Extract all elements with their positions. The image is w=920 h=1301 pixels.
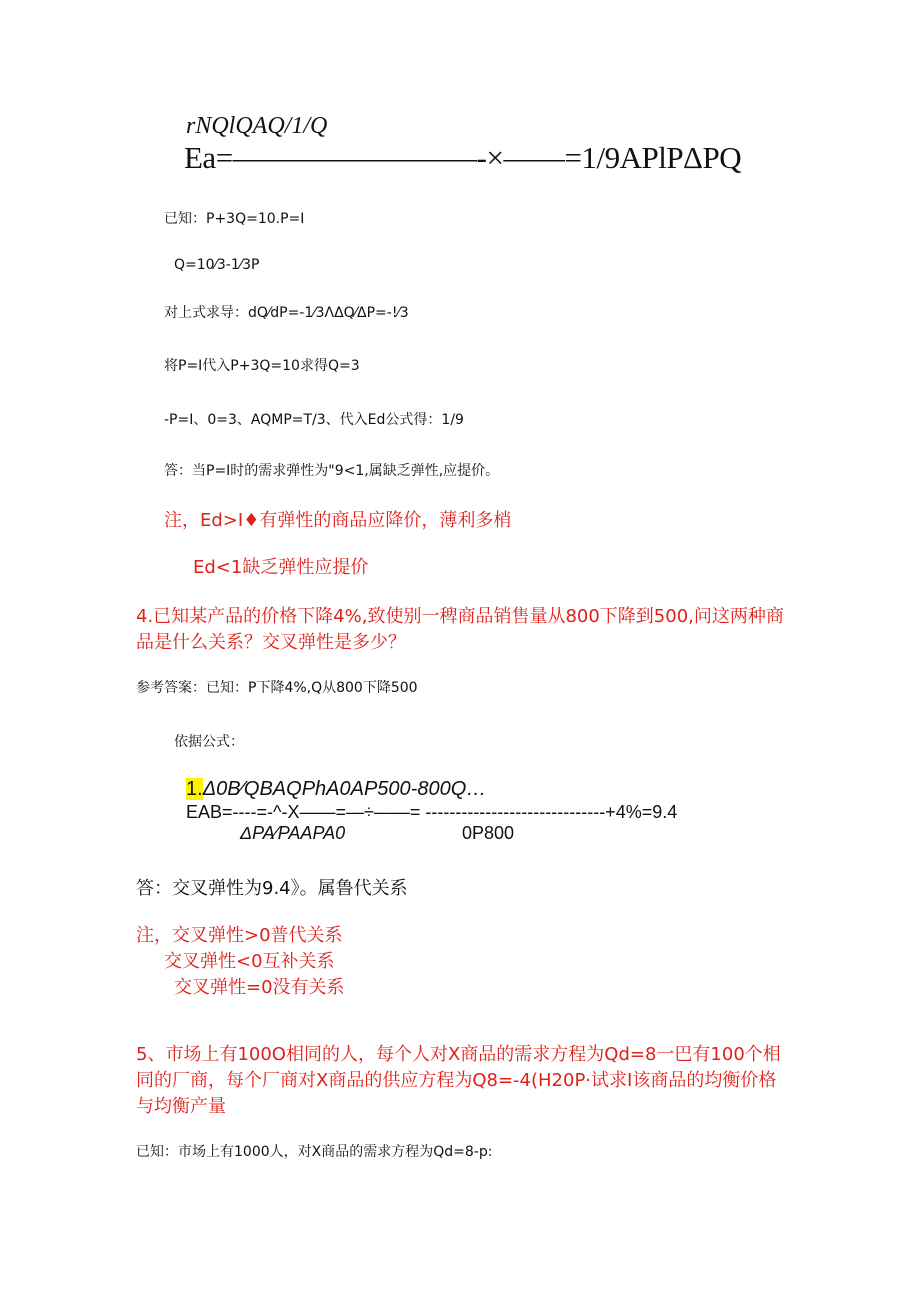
answer-line: 答：当P=I时的需求弹性为"9<1,属缺乏弹性,应提价。 <box>164 463 500 479</box>
question-4-line-2: 品是什么关系？交叉弹性是多少？ <box>136 632 406 653</box>
basis-label: 依据公式： <box>174 734 244 750</box>
q-expression-line: Q=10⁄3-1⁄3P <box>174 257 260 273</box>
given-line: 已知：P+3Q=10.P=I <box>164 211 305 227</box>
question-5-line-1: 5、市场上有100O相同的人，每个人对X商品的需求方程为Qd=8一巴有100个相 <box>136 1044 781 1065</box>
question-5-line-3: 与均衡产量 <box>136 1096 226 1117</box>
reference-answer-line: 参考答案：已知：P下降4%,Q从800下降500 <box>136 680 418 696</box>
question-5-line-2: 同的厂商，每个厂商对X商品的供应方程为Q8=-4(H20P·试求I该商品的均衡价格 <box>136 1070 777 1091</box>
substitution-line: 将P=I代入P+3Q=10求得Q=3 <box>164 358 360 374</box>
formula-1-main: Ea=————————-×——=1/9APlPΔPQ <box>184 140 742 175</box>
note-2-line-3: 交叉弹性=0没有关系 <box>174 977 345 998</box>
note-2-line-1: 注，交叉弹性>0普代关系 <box>136 925 343 946</box>
note-1-line-1: 注，Ed>I♦有弹性的商品应降价，薄利多梢 <box>164 510 512 531</box>
elasticity-result-line: -P=I、0=3、AQMP=T/3、代入Ed公式得：1/9 <box>164 412 464 428</box>
highlight-mark: 1. <box>186 778 203 800</box>
cross-elasticity-answer: 答：交叉弹性为9.4》。属鲁代关系 <box>136 878 408 899</box>
answer-5-given-line: 已知：市场上有1000人，对X商品的需求方程为Qd=8-p: <box>136 1144 493 1160</box>
formula-2-denominator-left: ΔPA⁄PAAPA0 <box>240 823 346 843</box>
question-4-line-1: 4.已知某产品的价格下降4%,致使别一稗商品销售量从800下降到500,问这两种商 <box>136 606 784 627</box>
formula-2-top-text: Δ0B⁄QBAQPhA0AP500-800Q… <box>202 778 487 800</box>
derivative-line: 对上式求导：dQ⁄dP=-1⁄3ΛΔQ⁄ΔP=-!⁄3 <box>164 305 409 321</box>
formula-2-top <box>186 778 486 801</box>
note-1-line-2: Ed<1缺乏弹性应提价 <box>193 557 369 578</box>
formula-2-main: EAB=----=-^-X——=—÷——= ------------------------------+4%=9.4 <box>186 802 678 822</box>
note-2-line-2: 交叉弹性<0互补关系 <box>164 951 335 972</box>
formula-1-top: rNQlQAQ/1/Q <box>186 113 328 139</box>
formula-2-denominator-right: 0P800 <box>462 823 515 843</box>
